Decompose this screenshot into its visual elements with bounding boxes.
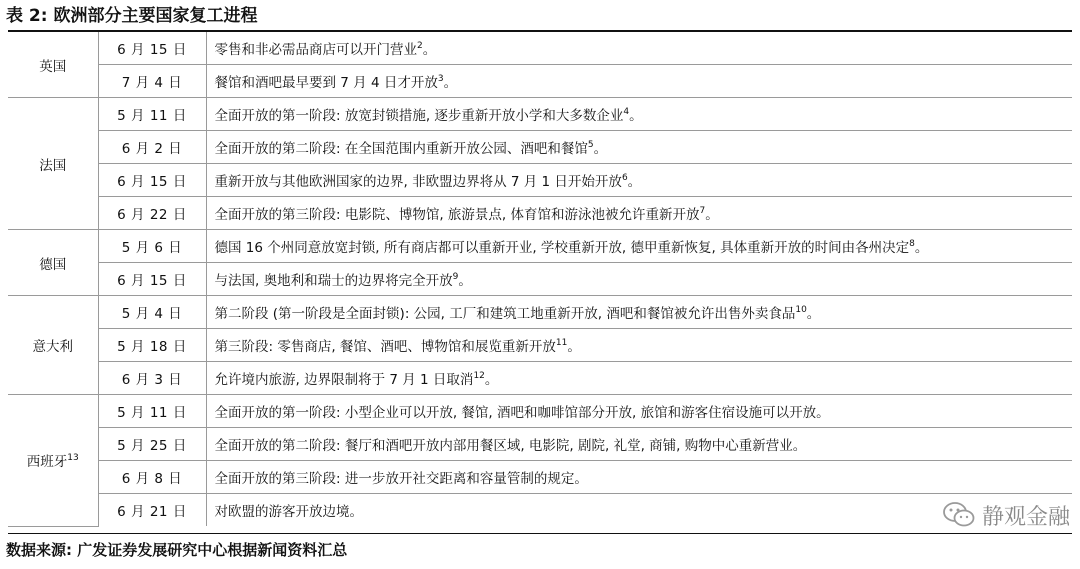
date-cell: 5 月 25 日: [98, 428, 206, 461]
country-cell: [8, 395, 98, 527]
sentence-end: 。: [705, 207, 719, 223]
country-name: 英国: [39, 58, 67, 75]
description-cell: [206, 131, 1072, 164]
description-text: 第二阶段 (第一阶段是全面封锁): 公园, 工厂和建筑工地重新开放, 酒吧和餐馆被允许出售外卖食品: [214, 306, 796, 322]
footnote-marker: 12: [473, 371, 485, 381]
table-row: [8, 131, 1072, 164]
watermark-text: 静观金融: [981, 504, 1070, 530]
sentence-end: 。: [484, 372, 499, 388]
date-cell: 6 月 3 日: [98, 362, 206, 395]
wechat-icon: [942, 501, 976, 529]
footnote-marker: 7: [699, 206, 706, 216]
description-text: 第三阶段: 零售商店, 餐馆、酒吧、博物馆和展览重新开放: [214, 339, 556, 355]
footnote-marker: 2: [417, 41, 423, 51]
sentence-end: 。: [422, 42, 437, 58]
description-cell: [206, 32, 1072, 65]
sentence-end: 。: [627, 174, 642, 190]
table-row: [8, 65, 1072, 98]
description-cell: [206, 296, 1072, 329]
table-row: [8, 362, 1072, 395]
date-cell: 6 月 21 日: [98, 494, 206, 527]
bottom-rule: [8, 533, 1072, 534]
description-text: 允许境内旅游, 边界限制将于 7 月 1 日取消: [214, 372, 474, 388]
table-title: 表 2: 欧洲部分主要国家复工进程: [6, 6, 258, 26]
table-row: [8, 395, 1072, 428]
reopening-table: [8, 32, 1072, 527]
description-text: 零售和非必需品商店可以开门营业: [214, 42, 417, 58]
date-cell: 5 月 11 日: [98, 98, 206, 131]
description-cell: [206, 395, 1072, 428]
date-cell: 6 月 22 日: [98, 197, 206, 230]
description-text: 全面开放的第二阶段: 餐厅和酒吧开放内部用餐区域, 电影院, 剧院, 礼堂, 商铺, 购物中心重新营业。: [214, 438, 807, 454]
description-cell: [206, 230, 1072, 263]
date-cell: 5 月 6 日: [98, 230, 206, 263]
table-row: [8, 296, 1072, 329]
table-row: [8, 263, 1072, 296]
country-name: 西班牙: [26, 454, 68, 471]
sentence-end: 。: [458, 273, 472, 289]
footnote-marker: 4: [623, 107, 630, 117]
footnote-marker: 11: [555, 338, 568, 348]
description-cell: [206, 428, 1072, 461]
watermark: [942, 499, 1070, 531]
description-text: 全面开放的第三阶段: 电影院、博物馆, 旅游景点, 体育馆和游泳池被允许重新开放: [214, 207, 700, 223]
country-cell: [8, 296, 98, 395]
sentence-end: 。: [629, 108, 643, 124]
sentence-end: 。: [443, 75, 458, 91]
footnote-marker: 13: [67, 453, 79, 464]
description-text: 全面开放的第三阶段: 进一步放开社交距离和容量管制的规定。: [214, 471, 588, 487]
sentence-end: 。: [567, 339, 581, 355]
date-cell: 5 月 4 日: [98, 296, 206, 329]
description-text: 全面开放的第二阶段: 在全国范围内重新开放公园、酒吧和餐馆: [214, 141, 588, 157]
date-cell: 5 月 11 日: [98, 395, 206, 428]
date-cell: 6 月 15 日: [98, 164, 206, 197]
description-text: 对欧盟的游客开放边境。: [214, 504, 363, 520]
footnote-marker: 5: [587, 140, 594, 150]
description-cell: [206, 461, 1072, 494]
country-cell: [8, 230, 98, 296]
country-cell: [8, 98, 98, 230]
country-cell: [8, 32, 98, 98]
date-cell: 6 月 15 日: [98, 32, 206, 65]
footnote-marker: 6: [621, 173, 628, 183]
footnote-marker: 9: [452, 272, 459, 282]
description-cell: [206, 65, 1072, 98]
description-cell: [206, 263, 1072, 296]
description-cell: [206, 197, 1072, 230]
table-row: [8, 494, 1072, 527]
description-text: 餐馆和酒吧最早要到 7 月 4 日才开放: [214, 75, 438, 91]
date-cell: 6 月 15 日: [98, 263, 206, 296]
table-row: [8, 230, 1072, 263]
sentence-end: 。: [806, 306, 821, 322]
footnote-marker: 10: [795, 305, 807, 315]
description-text: 全面开放的第一阶段: 小型企业可以开放, 餐馆, 酒吧和咖啡馆部分开放, 旅馆和游客住宿设施可以开放。: [214, 405, 830, 421]
table-row: [8, 329, 1072, 362]
date-cell: 6 月 8 日: [98, 461, 206, 494]
date-cell: 6 月 2 日: [98, 131, 206, 164]
footnote-marker: 3: [437, 74, 444, 84]
date-cell: 5 月 18 日: [98, 329, 206, 362]
country-name: 意大利: [32, 339, 73, 355]
table-row: [8, 461, 1072, 494]
table-row: [8, 197, 1072, 230]
description-text: 全面开放的第一阶段: 放宽封锁措施, 逐步重新开放小学和大多数企业: [214, 108, 624, 124]
data-source: 数据来源: 广发证券发展研究中心根据新闻资料汇总: [6, 541, 348, 559]
table-row: [8, 428, 1072, 461]
description-text: 重新开放与其他欧洲国家的边界, 非欧盟边界将从 7 月 1 日开始开放: [214, 174, 622, 190]
description-cell: [206, 164, 1072, 197]
country-name: 法国: [39, 157, 67, 174]
sentence-end: 。: [914, 240, 929, 256]
table-row: [8, 164, 1072, 197]
sentence-end: 。: [593, 141, 608, 157]
description-cell: [206, 98, 1072, 131]
description-text: 德国 16 个州同意放宽封锁, 所有商店都可以重新开业, 学校重新开放, 德甲重新恢复, 具体重新开放的时间由各州决定: [214, 240, 910, 256]
country-name: 德国: [39, 256, 67, 273]
table-row: [8, 98, 1072, 131]
description-cell: [206, 362, 1072, 395]
footnote-marker: 8: [909, 239, 915, 249]
date-cell: 7 月 4 日: [98, 65, 206, 98]
table-row: [8, 32, 1072, 65]
description-text: 与法国, 奥地利和瑞士的边界将完全开放: [214, 273, 453, 289]
description-cell: [206, 329, 1072, 362]
